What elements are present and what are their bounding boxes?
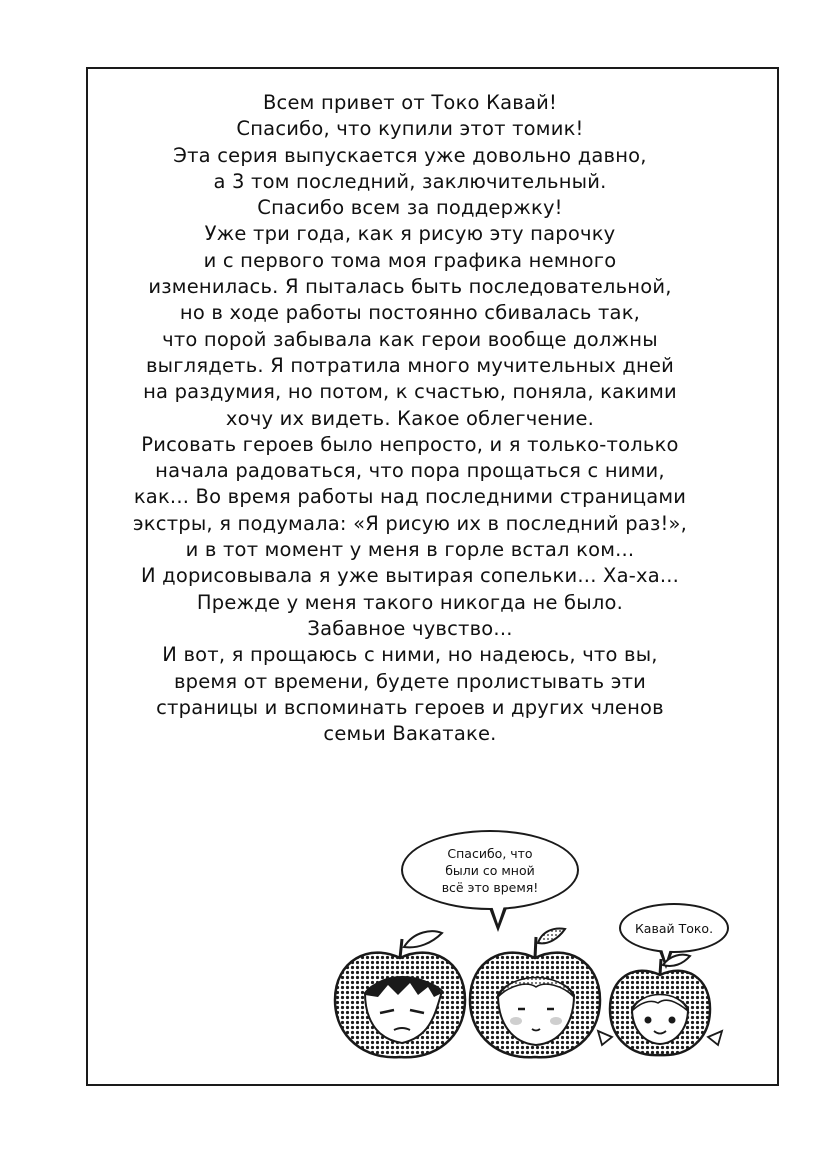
message-line: Уже три года, как я рисую эту парочку	[204, 222, 616, 246]
message-line: и с первого тома моя графика немного	[203, 248, 617, 272]
eye-right	[669, 1017, 676, 1024]
message-line: начала радоваться, что пора прощаться с ними,	[155, 459, 665, 483]
message-line: хочу их видеть. Какое облегчение.	[225, 406, 595, 430]
message-line: время от времени, будете пролистывать эти	[173, 669, 647, 693]
apple-stem	[660, 959, 661, 975]
pigtail-right	[708, 1031, 722, 1045]
pigtail-left	[598, 1031, 612, 1045]
message-line: Всем привет от Токо Кавай!	[262, 91, 557, 114]
thanks-speech-bubble	[401, 830, 579, 910]
leaf-icon	[404, 931, 442, 947]
message-line: Эта серия выпускается уже довольно давно,	[173, 143, 647, 167]
leaf-icon	[663, 955, 690, 966]
apple-characters-illustration	[330, 925, 730, 1075]
apple-stem	[535, 937, 536, 958]
message-line: Рисовать героев было непросто, и я только-только	[141, 432, 679, 456]
message-line: Спасибо всем за поддержку!	[257, 196, 563, 220]
bubble-line: всё это время!	[441, 879, 539, 895]
message-line: но в ходе работы постоянно сбивалась так,	[179, 301, 641, 325]
message-line: И дорисовывала я уже вытирая сопельки... Ха-ха...	[140, 564, 680, 588]
message-line: Забавное чувство...	[307, 616, 513, 640]
apple-stem	[400, 939, 402, 958]
apple-character-author	[598, 955, 722, 1055]
author-afterword-text	[88, 90, 732, 747]
message-line: И вот, я прощаюсь с ними, но надеюсь, что вы,	[162, 643, 658, 667]
message-line: страницы и вспоминать героев и других членов	[156, 695, 664, 719]
message-line: что порой забывала как герои вообще должны	[162, 327, 658, 351]
eye-left	[645, 1017, 652, 1024]
message-line: и в тот момент у меня в горле встал ком...	[185, 538, 635, 562]
author-signature: Кавай Токо.	[634, 920, 714, 936]
leaf-icon	[538, 929, 565, 944]
message-line: экстры, я подумала: «Я рисую их в последний раз!»,	[132, 511, 688, 535]
message-line: а 3 том последний, заключительный.	[213, 169, 607, 193]
message-line: Спасибо, что купили этот томик!	[236, 117, 584, 141]
apple-character-girl	[470, 929, 600, 1058]
message-line: как... Во время работы над последними страницами	[133, 485, 687, 509]
message-line: семьи Вакатаке.	[323, 722, 497, 746]
apple-character-boy	[335, 931, 465, 1057]
blush-left	[510, 1017, 522, 1025]
bubble-line: были со мной	[445, 862, 535, 878]
message-line: изменилась. Я пыталась быть последовательной,	[148, 275, 672, 299]
message-line: Прежде у меня такого никогда не было.	[196, 590, 624, 614]
blush-right	[550, 1017, 562, 1025]
bubble-line: Спасибо, что	[447, 845, 533, 861]
message-line: выглядеть. Я потратила много мучительных дней	[145, 353, 675, 377]
message-line: на раздумия, но потом, к счастью, поняла, какими	[143, 380, 677, 404]
